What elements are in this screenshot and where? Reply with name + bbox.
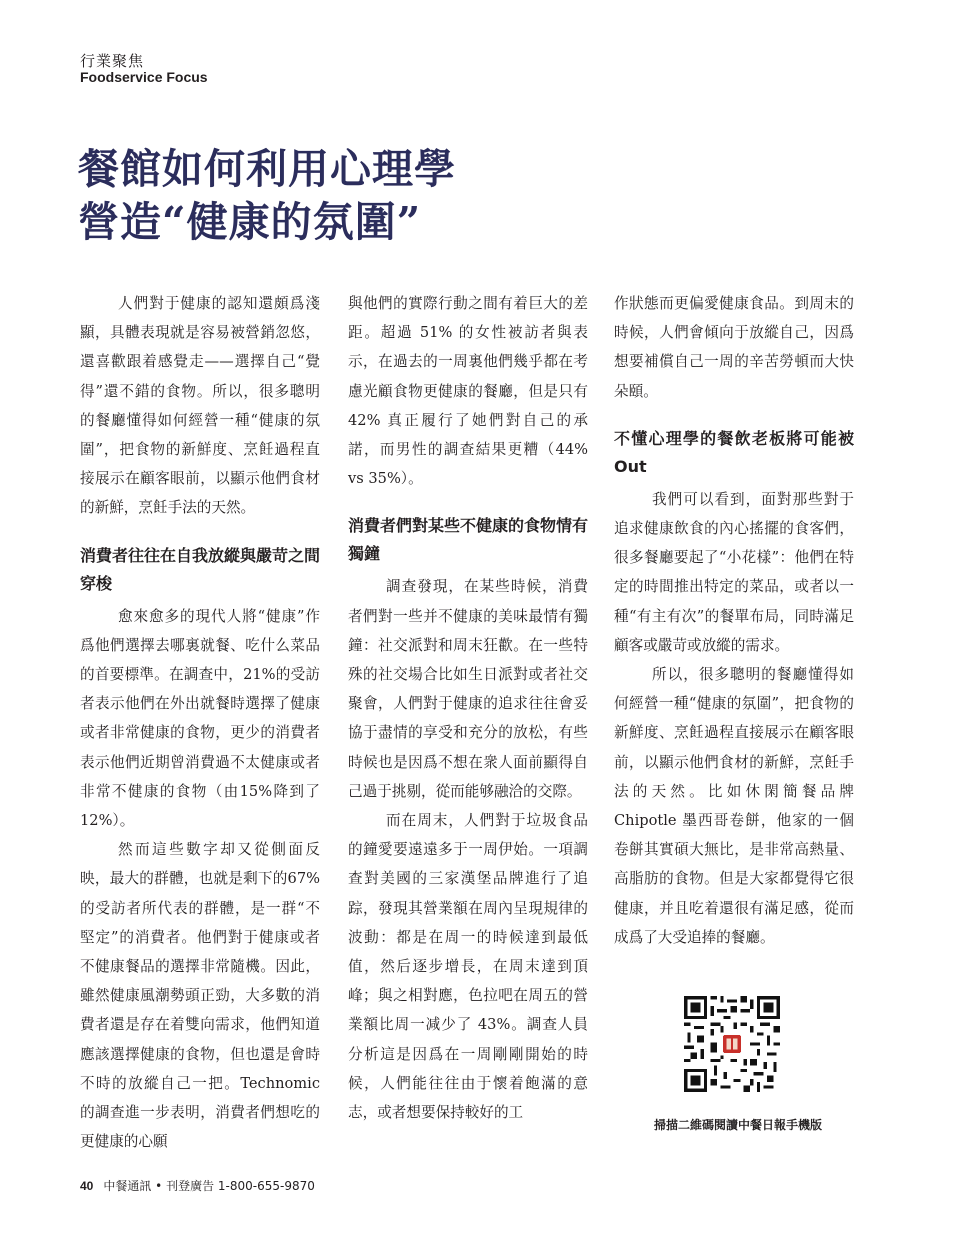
title-line-1: 餐館如何利用心理學 <box>78 145 456 193</box>
column-1 <box>80 289 320 1156</box>
body-paragraph: 人們對于健康的認知還頗爲淺顯，具體表現就是容易被營銷忽悠，還喜歡跟着感覺走——選擇自己“覺得”還不錯的食物。所以，很多聰明的餐廳懂得如何經營一種“健康的氛圍”，把食物的新鮮度、烹飪過程直接展示在顧客眼前，以顯示他們食材的新鮮，烹飪手法的天然。 <box>80 295 320 517</box>
page-footer <box>80 1177 315 1194</box>
title-line-2: 營造“健康的氛圍” <box>78 198 422 246</box>
body-paragraph: 作狀態而更偏愛健康食品。到周末的時候，人們會傾向于放縱自己，因爲想要補償自己一周的辛苦勞頓而大快朵頤。 <box>614 295 854 400</box>
qr-caption: 掃描二維碼閱讀中餐日報手機版 <box>653 1118 822 1132</box>
qr-code-icon[interactable] <box>684 996 780 1092</box>
subheading: 消費者們對某些不健康的食物情有獨鐘 <box>348 516 589 564</box>
body-paragraph: 與他們的實際行動之間有着巨大的差距。超過 51% 的女性被訪者與表示，在過去的一周裏他們幾乎都在考慮光顧食物更健康的餐廳，但是只有 42% 真正履行了她們對自己的承諾，而男性的調查結果更糟（44% vs 35%）。 <box>348 295 588 488</box>
page-number: 40 <box>80 1179 94 1193</box>
article-title <box>78 143 456 249</box>
column-3 <box>614 289 854 952</box>
body-paragraph: 然而這些數字却又從側面反映，最大的群體，也就是剩下的67%的受訪者所代表的群體，是一群“不堅定”的消費者。他們對于健康或者不健康餐品的選擇非常隨機。因此，雖然健康風潮勢頭正勁，大多數的消費者還是存在着雙向需求，他們知道應該選擇健康的食物，但也還是會時不時的放縱自己一把。Technomic 的調查進一步表明，消費者們想吃的更健康的心願 <box>80 841 320 1151</box>
section-label-english: Foodservice Focus <box>80 69 208 85</box>
subheading: 不懂心理學的餐飲老板將可能被 Out <box>614 428 854 476</box>
column-2 <box>348 289 588 1127</box>
body-paragraph: 而在周末，人們對于垃圾食品的鐘愛要遠遠多于一周伊始。一項調查對美國的三家漢堡品牌進行了追踪，發現其營業額在周內呈現規律的波動：都是在周一的時候達到最低值，然后逐步增長，在周末達到頂峰；與之相對應，色拉吧在周五的營業額比周一减少了 43%。調查人員分析這是因爲在一周剛剛開始的時候，人們能往往由于懷着飽滿的意志，或者想要保持較好的工 <box>348 812 588 1122</box>
body-paragraph: 愈來愈多的現代人將“健康”作爲他們選擇去哪裏就餐、吃什么菜品的首要標準。在調查中，21%的受訪者表示他們在外出就餐時選擇了健康或者非常健康的食物，更少的消費者表示他們近期曾消費過不太健康或者非常不健康的食物（由15%降到了12%）。 <box>80 607 320 830</box>
footer-text: 中餐通訊 • 刊登廣告 1-800-655-9870 <box>103 1179 315 1193</box>
body-paragraph: 調查發現，在某些時候，消費者們對一些并不健康的美味最情有獨鐘：社交派對和周末狂歡。在一些特殊的社交場合比如生日派對或者社交聚會，人們對于健康的追求往往會妥協于盡情的享受和充分的放松，有些時候也是因爲不想在衆人面前顯得自己過于挑剔，從而能够融洽的交際。 <box>348 578 588 800</box>
qr-code-block <box>640 996 836 1133</box>
section-label-chinese: 行業聚焦 <box>80 52 145 70</box>
body-paragraph: 我們可以看到，面對那些對于追求健康飲食的內心搖擺的食客們，很多餐廳要起了“小花樣”：他們在特定的時間推出特定的菜品，或者以一種“有主有次”的餐單布局，同時滿足顧客或嚴苛或放縱的需求。 <box>614 490 854 654</box>
body-paragraph: 所以，很多聰明的餐廳懂得如何經營一種“健康的氛圍”，把食物的新鮮度、烹飪過程直接展示在顧客眼前，以顯示他們食材的新鮮，烹飪手法的天然。比如休閑簡餐品牌 Chipotle 墨西哥卷餅，他家的一個卷餅其實碩大無比，是非常高熱量、高脂肪的食物。但是大家都覺得它很健康，并且吃着還很有滿足感，從而成爲了大受追捧的餐廳。 <box>614 666 854 946</box>
subheading: 消費者往往在自我放縱與嚴苛之間穿梭 <box>80 545 321 593</box>
